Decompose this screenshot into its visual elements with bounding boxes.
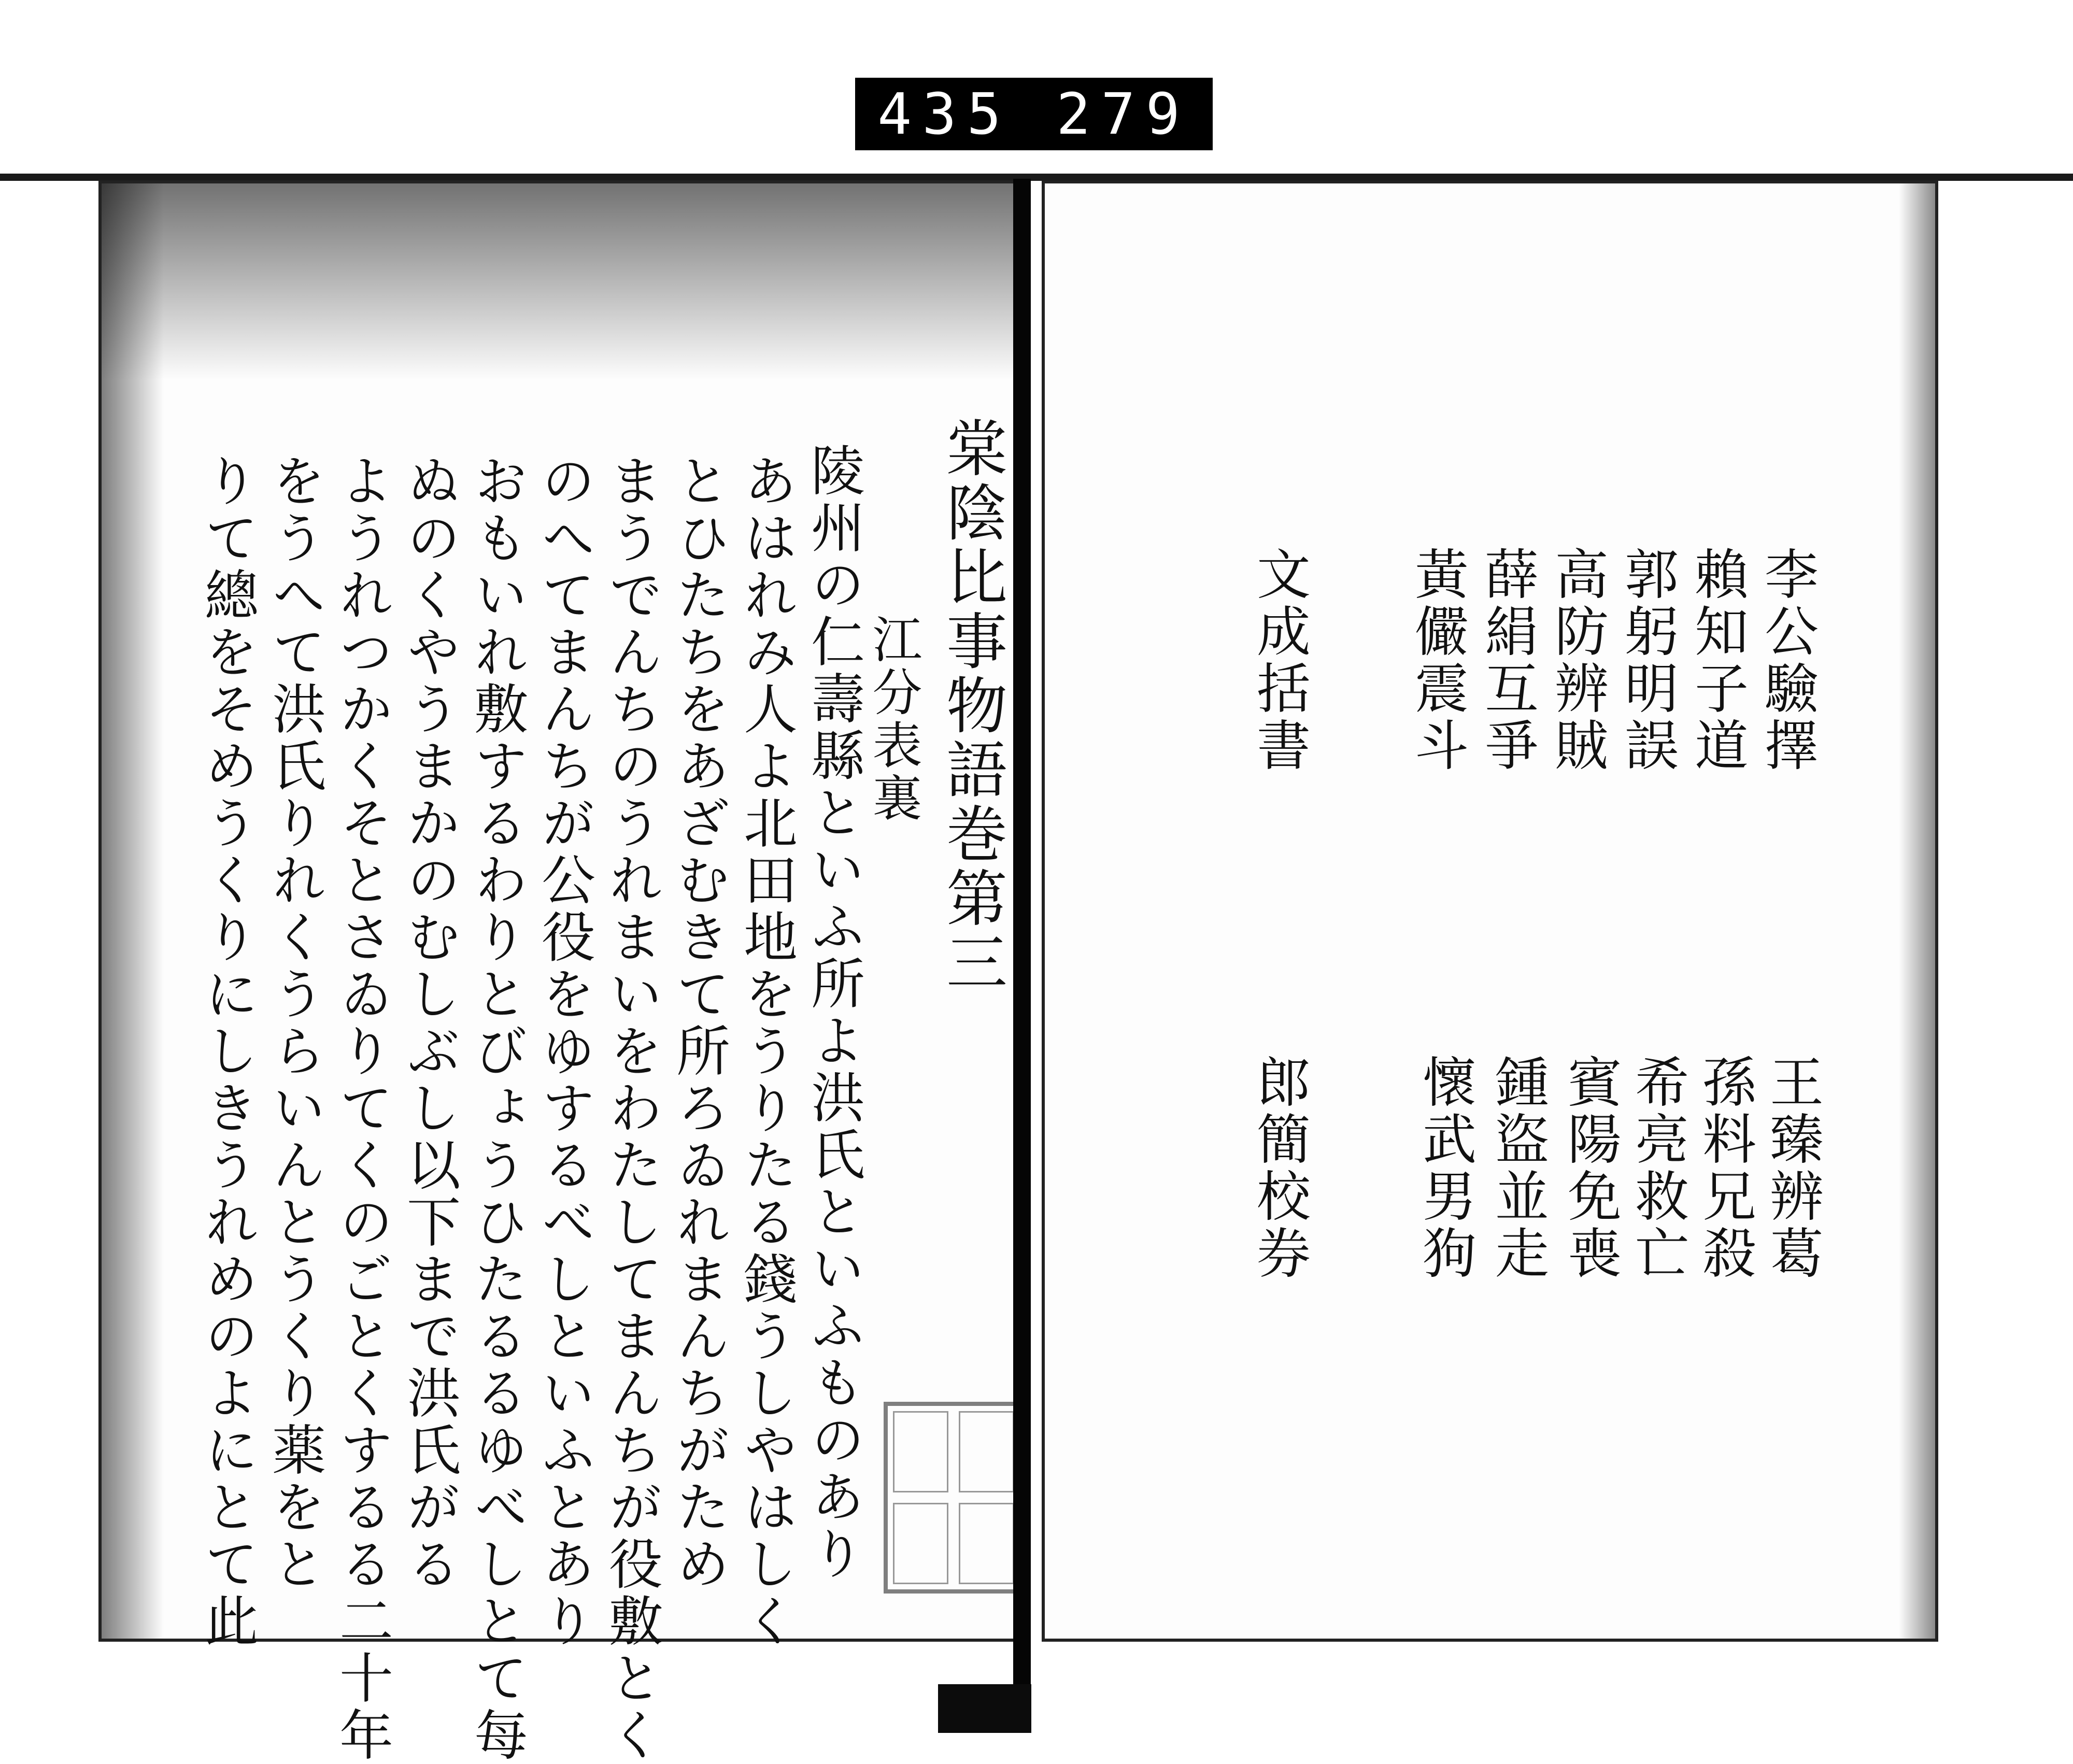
binding-gutter [1013, 179, 1031, 1728]
left-page-edge-shadow [102, 183, 164, 1639]
case-title: 薛絹互爭 [1475, 546, 1539, 774]
text-line: ようれつかくそとさゐりてくのごとくするる二十年 [330, 453, 393, 1764]
left-page-top-shadow [102, 183, 1023, 380]
right-page-edge-shadow [1899, 183, 1935, 1639]
case-title: 高防辨賊 [1545, 546, 1609, 774]
text-line: おもいれ敷するわりとびょうひたるるゆべしとて每 [465, 453, 528, 1764]
case-title: 懷武男狗 [1413, 1054, 1476, 1282]
case-title: 黃儼震斗 [1405, 546, 1469, 774]
text-line: りて總をそめうくりにしきうれめのよにとて此 [195, 453, 259, 1650]
catalog-number-left: 435 [877, 81, 1012, 147]
text-line: とひたちをあざむきて所ろゐれまんちがため [667, 453, 730, 1593]
case-title: 文成括書 [1247, 546, 1311, 774]
chapter-subtitle: 江分表裏 [864, 614, 922, 825]
case-title: 賓陽免喪 [1558, 1054, 1622, 1282]
case-title: 賴知子道 [1685, 546, 1749, 774]
chapter-title: 棠陰比事物語巻第三 [936, 417, 1007, 995]
case-title: 孫料兄殺 [1693, 1054, 1756, 1282]
library-seal-stamp [884, 1402, 1024, 1594]
catalog-number-right: 279 [1056, 81, 1190, 147]
text-line: まうでんちのうれまいをわたしてまんちが役敷とく [600, 453, 663, 1764]
text-line: のへてまんちが公役をゆするべしといふとあり [532, 453, 595, 1650]
top-rule [0, 174, 2073, 181]
right-page [1042, 180, 1938, 1642]
catalog-label-plate [855, 78, 1213, 150]
case-title: 希亮救亡 [1626, 1054, 1689, 1282]
case-title: 郎簡校券 [1247, 1054, 1311, 1282]
text-line: ぬのくやうまかのむしぶし以下まで洪氏がる [397, 453, 461, 1593]
case-title: 郭躬明誤 [1615, 546, 1679, 774]
text-line: 陵州の仁壽縣といふ所よ洪氏といふものあり [802, 443, 865, 1583]
text-line: あはれみ人よ北田地をうりたる錢うしやはしく [734, 453, 798, 1650]
case-title: 王臻辨葛 [1760, 1054, 1824, 1282]
text-line: をうへて洪氏りれくうらいんとうくり薬をと [263, 453, 326, 1593]
case-title: 李公驗擇 [1755, 546, 1819, 774]
case-title: 鍾盜並走 [1486, 1054, 1549, 1282]
binding-gutter-foot [938, 1684, 1031, 1733]
